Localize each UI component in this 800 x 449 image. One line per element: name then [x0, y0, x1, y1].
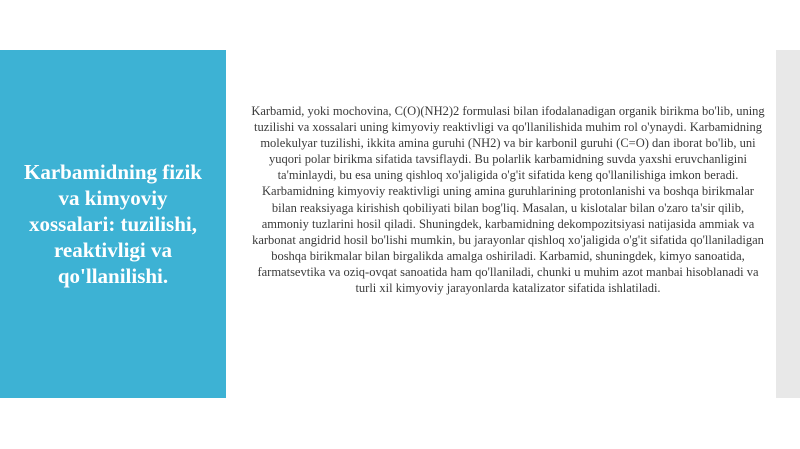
- body-area: [250, 103, 766, 296]
- slide-title: Karbamidning fizik va kimyoviy xossalari: tuzilishi, reaktivligi va qo'llanilishi.: [24, 160, 202, 288]
- body-paragraph: Karbamid, yoki mochovina, C(O)(NH2)2 formulasi bilan ifodalanadigan organik birikma bo'lib, uning tuzilishi va xossalari uning kimyoviy reaktivligi va qo'llanilishida muhim rol o'ynaydi. Karbamidning molekulyar tuzilishi, ikkita amina guruhi (NH2) va bir karbonil guruhi (C=O) dan iborat bo'lib, uni yuqori polar birikma sifatida tavsiflaydi. Bu polarlik karbamidning suvda yaxshi eruvchanligini ta'minlaydi, bu esa uning qishloq xo'jaligida o'g'it sifatida keng qo'llanilishiga imkon beradi. Karbamidning kimyoviy reaktivligi uning amina guruhlarining protonlanishi va boshqa birikmalar bilan reaksiyaga kirishish qobiliyati bilan bog'liq. Masalan, u kislotalar bilan o'zaro ta'sir qilib, ammoniy tuzlarini hosil qiladi. Shuningdek, karbamidning dekompozitsiyasi natijasida ammiak va karbonat angidrid hosil bo'lishi mumkin, bu jarayonlar qishloq xo'jaligida o'g'it sifatida qo'llaniladigan boshqa birikmalar bilan birgalikda amalga oshiriladi. Karbamid, shuningdek, kimyo sanoatida, farmatsevtika va oziq-ovqat sanoatida ham qo'llaniladi, chunki u muhim azot manbai hisoblanadi va turli xil kimyoviy jarayonlarda katalizator sifatida ishlatiladi.: [251, 104, 765, 296]
- title-panel: [0, 50, 226, 398]
- side-strip: [776, 50, 800, 398]
